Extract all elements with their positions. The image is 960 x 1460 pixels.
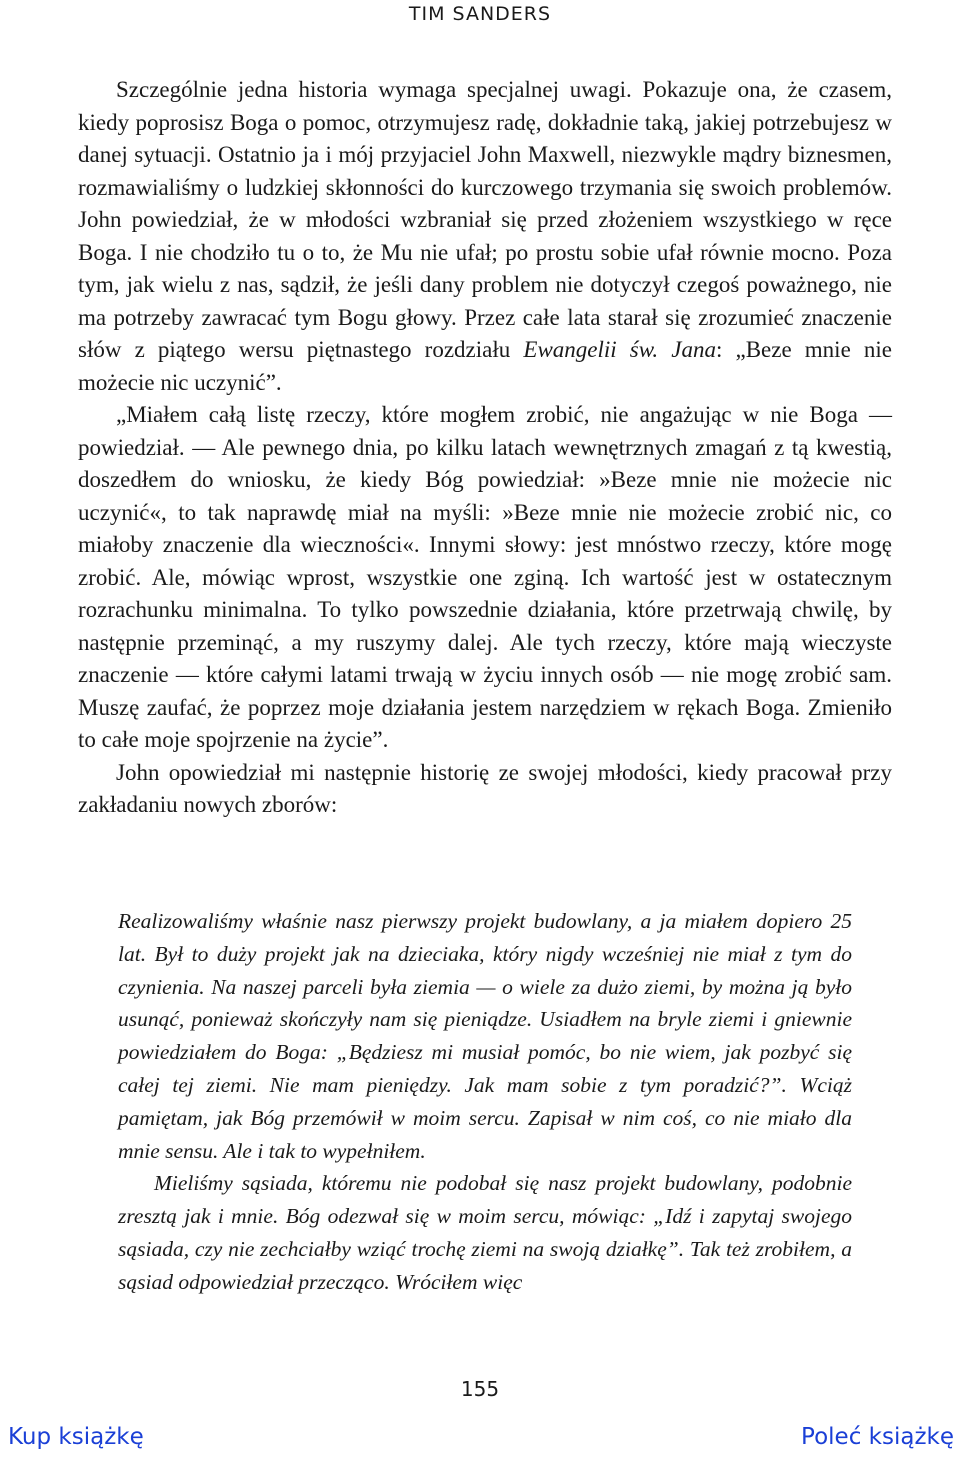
quote-paragraph: Realizowaliśmy właśnie nasz pierwszy projekt budowlany, a ja miałem dopiero 25 lat. Był to duży projekt jak na dzieciaka, który nigdy wcześniej nie miał z tym do czynienia. Na naszej parceli była ziemia — o wiele za dużo ziemi, by można ją było usunąć, ponieważ skończyły nam się pieniądze. Usiadłem na bryle ziemi i gniewnie powiedziałem do Boga: „Będziesz mi musiał pomóc, bo nie wiem, jak pozbyć się całej tej ziemi. Nie mam pieniędzy. Jak mam sobie z tym poradzić?”. Wciąż pamiętam, jak Bóg przemówił w moim sercu. Zapisał w nim coś, co nie miało dla mnie sensu. Ale i tak to wypełniłem. [118,909,852,1163]
buy-book-link[interactable]: Kup książkę [8,1424,144,1450]
book-title-italic: Ewangelii św. Jana [523,337,716,362]
running-head: TIM SANDERS [408,3,552,25]
body-paragraph: „Miałem całą listę rzeczy, które mogłem zrobić, nie angażując w nie Boga — powiedział. — Ale pewnego dnia, po kilku latach wewnętrznych zmagań z tą kwestią, doszedłem do wniosku, że kiedy Bóg powiedział: »Beze mnie nie możecie nic uczynić«, to tak naprawdę miał na myśli: »Beze mnie nie możecie zrobić nic, co miałoby znaczenie dla wieczności«. Innymi słowy: jest mnóstwo rzeczy, które mogę zrobić. Ale, mówiąc wprost, wszystkie one zginą. Ich wartość jest w ostatecznym rozrachunku minimalna. To tylko powszednie działania, które przetrwają chwilę, by następnie przeminąć, a my ruszymy dalej. Ale tych rzeczy, które mają wieczyste znaczenie — które całymi latami trwają w życiu innych osób — nie mogę zrobić sam. Muszę zaufać, że poprzez moje działania jestem narzędziem w rękach Boga. Zmieniło to całe moje spojrzenie na życie”. [78,402,892,752]
recommend-book-link[interactable]: Poleć książkę [801,1424,954,1450]
quote-paragraph: Mieliśmy sąsiada, któremu nie podobał się nasz projekt budowlany, podobnie zresztą jak i mnie. Bóg odezwał się w moim sercu, mówiąc: „Idź i zapytaj swojego sąsiada, czy nie zechciałby wziąć trochę ziemi na swoją działkę”. Tak też zrobiłem, a sąsiad odpowiedział przecząco. Wróciłem więc [118,1171,852,1294]
paragraph-text: Szczególnie jedna historia wymaga specjalnej uwagi. Pokazuje ona, że czasem, kiedy poprosisz Boga o pomoc, otrzymujesz radę, dokładnie taką, jakiej potrzebujesz w danej sytuacji. Ostatnio ja i mój przyjaciel John Maxwell, niezwykle mądry biznesmen, rozmawialiśmy o ludzkiej skłonności do kurczowego trzymania się swoich problemów. John powiedział, że w młodości wzbraniał się przed złożeniem wszystkiego w ręce Boga. I nie chodziło tu o to, że Mu nie ufał; po prostu sobie ufał równie mocno. Poza tym, jak wielu z nas, sądził, że jeśli dany problem nie dotyczył czegoś poważnego, nie ma potrzeby zawracać tym Bogu głowy. Przez całe lata starał się zrozumieć znaczenie słów z piątego wersu piętnastego rozdziału [78,77,892,362]
block-quote [118,905,852,1299]
paragraph-text: : „Beze mnie nie możecie nic uczynić”. [78,337,893,395]
main-text [78,74,892,822]
body-paragraph: John opowiedział mi następnie historię ze swojej młodości, kiedy pracował przy zakładaniu nowych zborów: [78,759,892,817]
body-paragraph [78,74,892,399]
page-number: 155 [460,1377,500,1401]
